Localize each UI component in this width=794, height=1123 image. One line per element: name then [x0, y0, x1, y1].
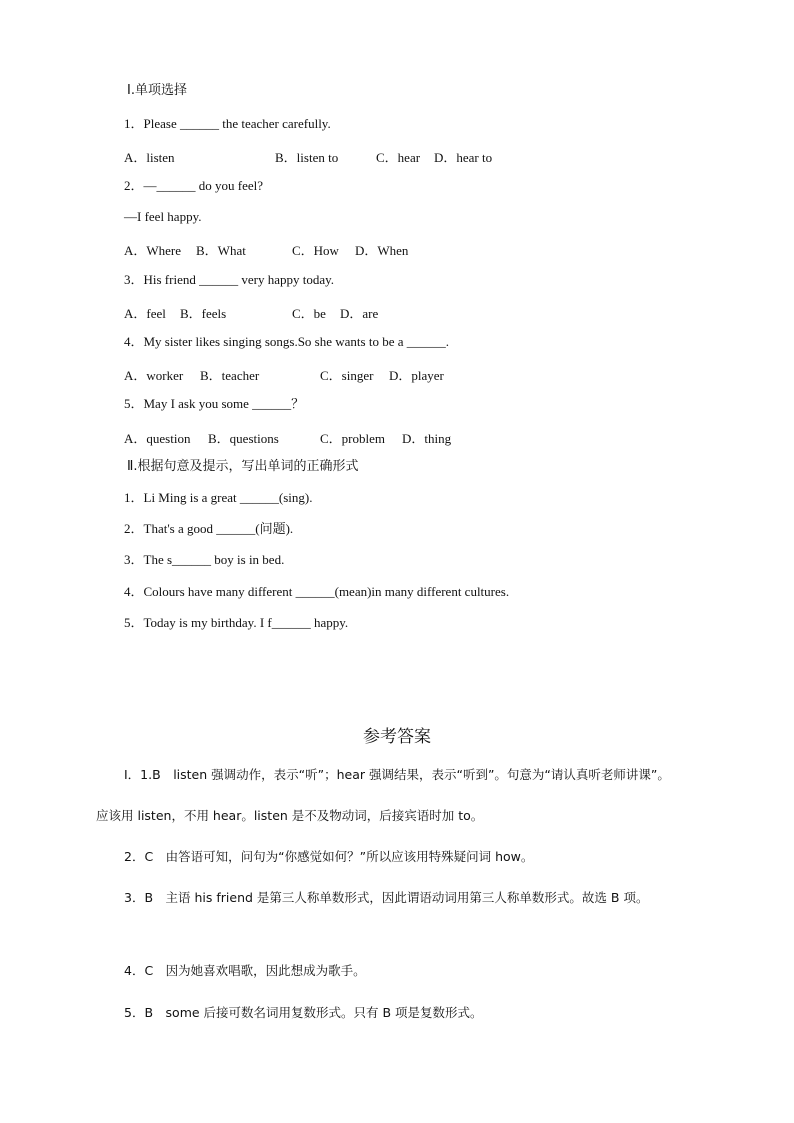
fill-item-4: 4．Colours have many different ______(mean)in many different cultures. — [124, 584, 510, 599]
q1-option-b: B．listen to — [275, 150, 339, 165]
answer-3: 3．B 主语 his friend 是第三人称单数形式，因此谓语动词用第三人称单数形式。故选 B 项。 — [124, 890, 649, 905]
q4-option-a: A．worker — [124, 368, 184, 383]
q5-option-d: D．thing — [402, 431, 452, 446]
q3-stem: 3．His friend ______ very happy today. — [124, 272, 335, 287]
q1-stem: 1．Please ______ the teacher carefully. — [124, 116, 331, 131]
q5-option-a: A．question — [124, 431, 191, 446]
q1-option-c: C．hear — [376, 150, 421, 165]
q4-option-b: B．teacher — [200, 368, 260, 383]
q3-option-b: B．feels — [180, 306, 227, 321]
section-1-heading: Ⅰ.单项选择 — [127, 83, 187, 98]
q2-option-b: B．What — [196, 243, 246, 258]
fill-item-5: 5．Today is my birthday. I f______ happy. — [124, 615, 349, 630]
answer-key-title: 参考答案 — [363, 727, 431, 747]
q4-option-d: D．player — [389, 368, 444, 383]
q5-stem: 5．May I ask you some ______？ — [124, 396, 305, 411]
q3-option-d: D．are — [340, 306, 379, 321]
q4-option-c: C．singer — [320, 368, 374, 383]
q2-reply: —I feel happy. — [124, 209, 202, 224]
q5-option-c: C．problem — [320, 431, 385, 446]
q1-option-d: D．hear to — [434, 150, 493, 165]
q3-option-c: C．be — [292, 306, 326, 321]
answer-2: 2．C 由答语可知，问句为“你感觉如何？”所以应该用特殊疑问词 how。 — [124, 849, 534, 864]
answer-1-line-1: I．1.B listen 强调动作，表示“听”；hear 强调结果，表示“听到”。句意为“请认真听老师讲课”。 — [124, 767, 670, 782]
q5-option-b: B．questions — [208, 431, 279, 446]
q2-option-c: C．How — [292, 243, 339, 258]
q2-stem: 2．—______ do you feel? — [124, 178, 264, 193]
answer-1-line-2: 应该用 listen，不用 hear。listen 是不及物动词，后接宾语时加 to。 — [96, 808, 484, 823]
q3-option-a: A．feel — [124, 306, 166, 321]
q1-option-a: A．listen — [124, 150, 175, 165]
answer-5: 5．B some 后接可数名词用复数形式。只有 B 项是复数形式。 — [124, 1005, 483, 1020]
answer-4: 4．C 因为她喜欢唱歌，因此想成为歌手。 — [124, 963, 366, 978]
fill-item-2: 2．That's a good ______(问题). — [124, 521, 294, 536]
fill-item-3: 3．The s______ boy is in bed. — [124, 552, 285, 567]
q2-option-a: A．Where — [124, 243, 182, 258]
q4-stem: 4．My sister likes singing songs.So she wants to be a ______. — [124, 334, 449, 349]
section-2-heading: Ⅱ.根据句意及提示，写出单词的正确形式 — [127, 459, 359, 474]
q2-option-d: D．When — [355, 243, 409, 258]
fill-item-1: 1．Li Ming is a great ______(sing). — [124, 490, 313, 505]
